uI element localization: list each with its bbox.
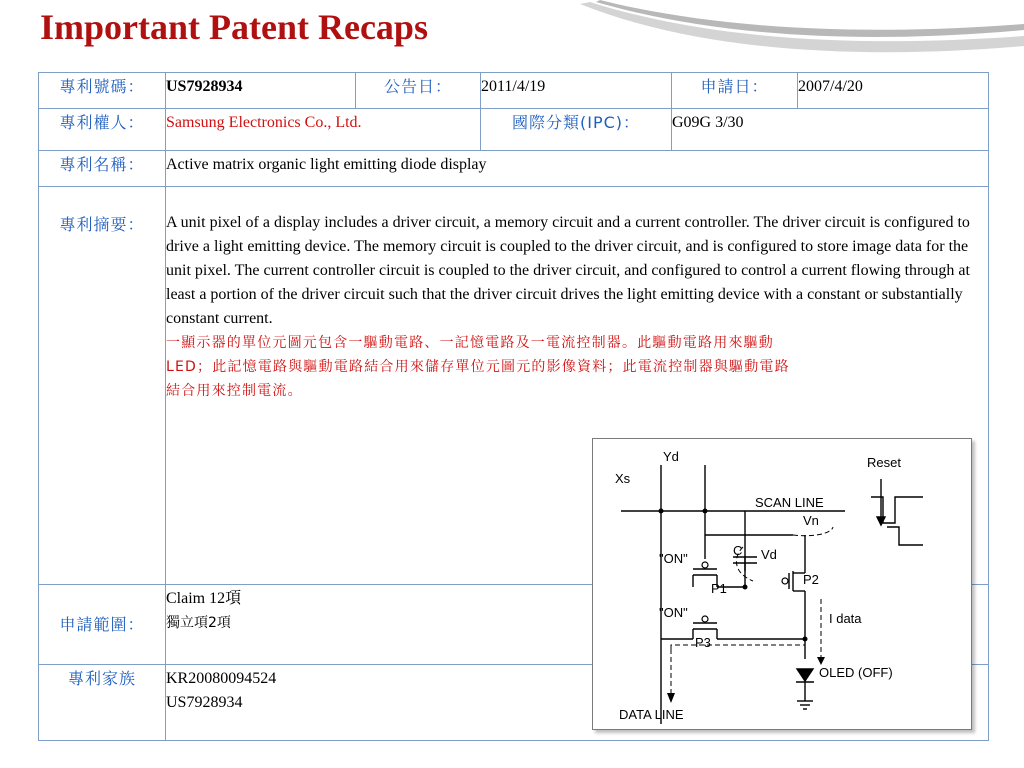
value-assignee: Samsung Electronics Co., Ltd.	[166, 109, 481, 151]
label-oled: OLED (OFF)	[819, 665, 893, 680]
label-vd: Vd	[761, 547, 777, 562]
pixel-circuit-diagram	[592, 438, 972, 730]
label-p2: P2	[803, 572, 819, 587]
label-on-1: "ON"	[659, 551, 688, 566]
label-p1: P1	[711, 581, 727, 596]
row-assignee	[39, 109, 989, 151]
value-pub-date: 2011/4/19	[481, 73, 672, 109]
circuit-svg	[593, 439, 971, 729]
abstract-chinese-line-2: LED；此記憶電路與驅動電路結合用來儲存單位元圖元的影像資料；此電流控制器與驅動電路	[166, 359, 790, 375]
page-title: Important Patent Recaps	[40, 7, 428, 47]
label-pub-date: 公告日：	[356, 73, 481, 109]
value-patent-name: Active matrix organic light emitting diode display	[166, 151, 989, 187]
label-reset: Reset	[867, 455, 901, 470]
label-vn: Vn	[803, 513, 819, 528]
claims-count: Claim 12項	[166, 590, 242, 607]
family-member-2: US7928934	[166, 694, 243, 711]
value-patent-no: US7928934	[166, 73, 356, 109]
label-data-line: DATA LINE	[619, 707, 684, 722]
label-i-data: I data	[829, 611, 862, 626]
label-scan-line: SCAN LINE	[755, 495, 824, 510]
row-patent-name	[39, 151, 989, 187]
label-family: 專利家族	[39, 665, 166, 741]
family-member-1: KR20080094524	[166, 670, 277, 687]
label-assignee: 專利權人：	[39, 109, 166, 151]
label-patent-no: 專利號碼：	[39, 73, 166, 109]
value-app-date: 2007/4/20	[798, 73, 989, 109]
value-ipc: G09G 3/30	[672, 109, 989, 151]
label-abstract: 專利摘要：	[39, 187, 166, 585]
decorative-swoosh	[560, 0, 1024, 70]
label-p3: P3	[695, 635, 711, 650]
label-claims: 申請範圍：	[39, 585, 166, 665]
row-patent-no	[39, 73, 989, 109]
label-app-date: 申請日：	[672, 73, 798, 109]
label-ipc: 國際分類(IPC)：	[481, 109, 672, 151]
abstract-chinese-line-3: 結合用來控制電流。	[166, 383, 303, 399]
label-c: C	[733, 543, 743, 558]
abstract-english: A unit pixel of a display includes a driver circuit, a memory circuit and a current controller. The driver circuit is configured to drive a light emitting device. The memory circuit is coupled to the driver circuit, and is configured to store image data for the unit pixel. The current controller circuit is coupled to the driver circuit, and configured to control a current flowing through at least a portion of the driver circuit such that the driver circuit drives the light emitting device with a constant or substantially constant current.	[166, 214, 970, 327]
label-yd: Yd	[663, 449, 679, 464]
label-on-2: "ON"	[659, 605, 688, 620]
label-xs: Xs	[615, 471, 631, 486]
abstract-chinese-line-1: 一顯示器的單位元圖元包含一驅動電路、一記憶電路及一電流控制器。此驅動電路用來驅動	[166, 335, 774, 351]
label-patent-name: 專利名稱：	[39, 151, 166, 187]
independent-claims: 獨立項2項	[166, 615, 231, 631]
